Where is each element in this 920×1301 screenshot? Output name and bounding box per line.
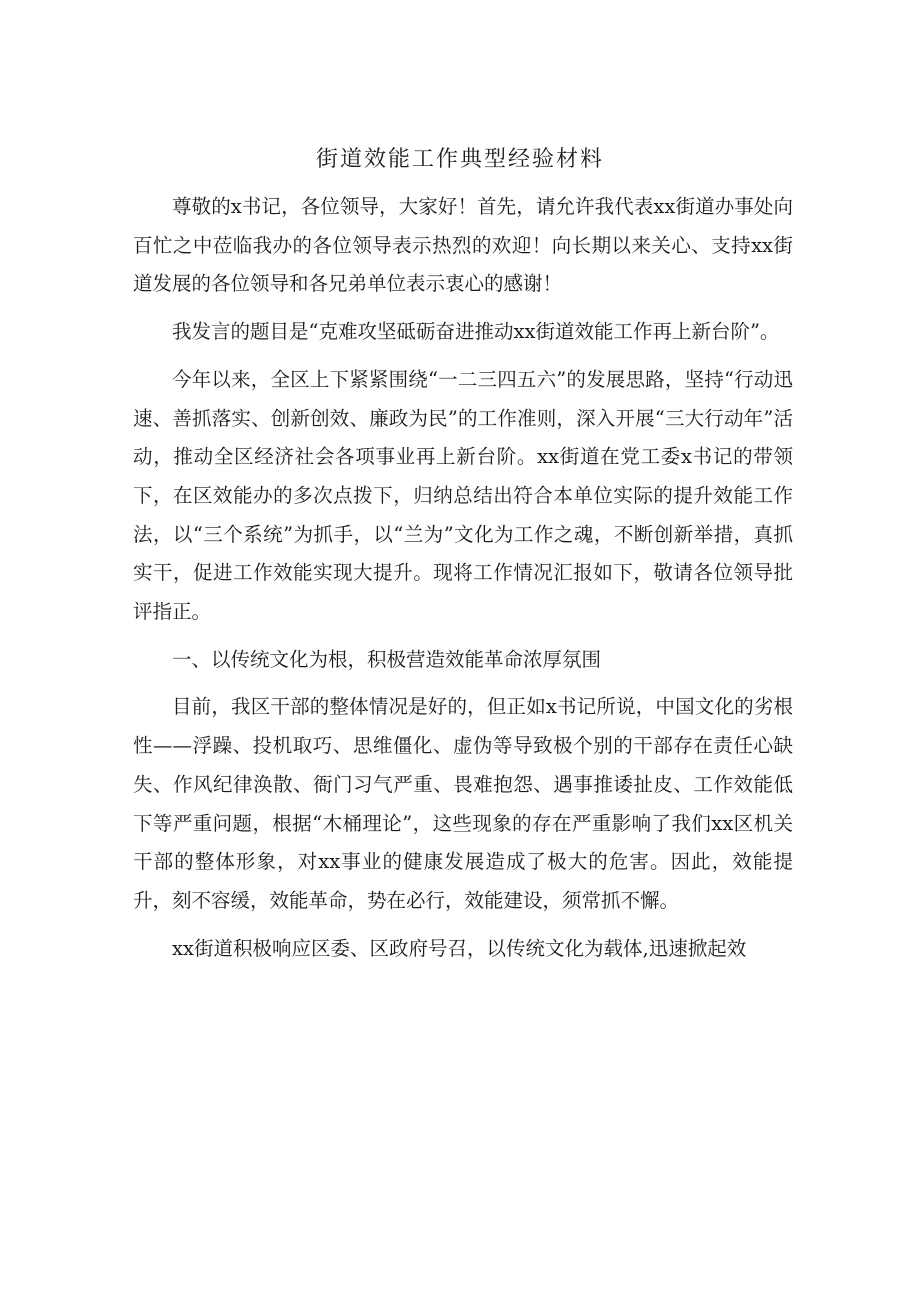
document-title: 街道效能工作典型经验材料 xyxy=(315,147,604,172)
paragraph-response: xx街道积极响应区委、区政府号召，以传统文化为载体,迅速掀起效 xyxy=(172,936,747,960)
document-body xyxy=(133,188,793,977)
paragraph-current-situation: 目前，我区干部的整体情况是好的，但正如x书记所说，中国文化的劣根性——浮躁、投机取巧、思维僵化、虚伪等导致极个别的干部存在责任心缺失、作风纪律涣散、衙门习气严重、畏难抱怨、遇事推诿扯皮、工作效能低下等严重问题，根据“木桶理论”，这些现象的存在严重影响了我们xx区机关干部的整体形象，对xx事业的健康发展造成了极大的危害。因此，效能提升，刻不容缓，效能革命，势在必行，效能建设，须常抓不懈。 xyxy=(133,695,793,912)
section-heading-1: 一、以传统文化为根，积极营造效能革命浓厚氛围 xyxy=(172,647,602,671)
paragraph-overview: 今年以来，全区上下紧紧围绕“一二三四五六”的发展思路，坚持“行动迅速、善抓落实、创新创效、廉政为民”的工作准则，深入开展“三大行动年”活动，推动全区经济社会各项事业再上新台阶。xx街道在党工委x书记的带领下，在区效能办的多次点拨下，归纳总结出符合本单位实际的提升效能工作法，以“三个系统”为抓手，以“兰为”文化为工作之魂，不断创新举措，真抓实干，促进工作效能实现大提升。现将工作情况汇报如下，敬请各位领导批评指正。 xyxy=(133,367,793,624)
paragraph-greeting: 尊敬的x书记，各位领导，大家好！首先，请允许我代表xx街道办事处向百忙之中莅临我办的各位领导表示热烈的欢迎！向长期以来关心、支持xx街道发展的各位领导和各兄弟单位表示衷心的感谢！ xyxy=(133,195,793,296)
paragraph-topic: 我发言的题目是“克难攻坚砥砺奋进推动xx街道效能工作再上新台阶”。 xyxy=(172,320,780,344)
